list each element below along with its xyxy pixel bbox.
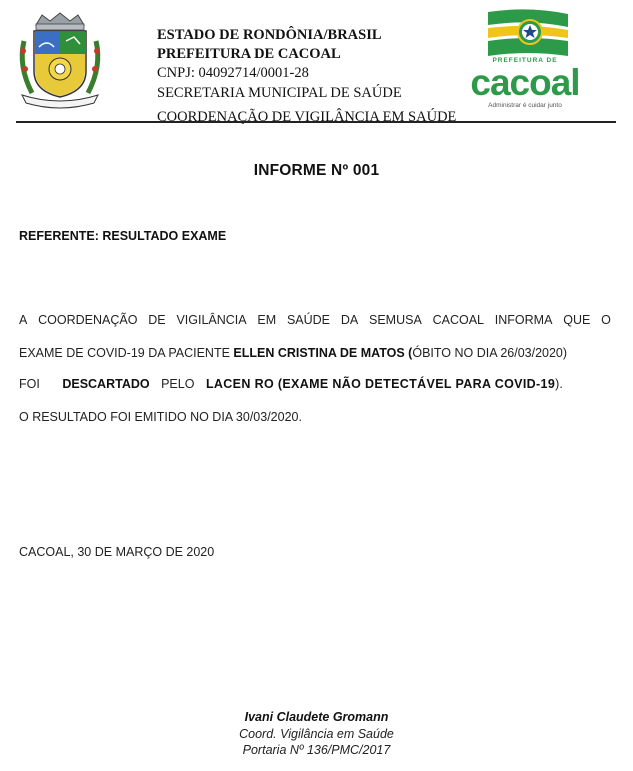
prefecture-line: PREFEITURA DE CACOAL (157, 46, 341, 62)
letterhead-text (157, 26, 456, 127)
body-text: ÓBITO NO DIA 26/03/2020) (412, 346, 568, 360)
patient-name: ELLEN CRISTINA DE MATOS ( (233, 346, 413, 360)
body-word: DA (340, 313, 359, 327)
body-line-2 (19, 346, 611, 364)
body-word: EM (257, 313, 277, 327)
logo-tagline: Administrar é cuidar junto (488, 102, 562, 109)
body-line-4: O RESULTADO FOI EMITIDO NO DIA 30/03/2020. (19, 410, 302, 424)
signatory-portaria: Portaria Nº 136/PMC/2017 (242, 743, 391, 757)
body-word: VIGILÂNCIA (176, 313, 247, 327)
secretariat-line: SECRETARIA MUNICIPAL DE SAÚDE (157, 85, 402, 101)
body-line-3 (19, 377, 611, 395)
state-line: ESTADO DE RONDÔNIA/BRASIL (157, 27, 382, 43)
document-title: INFORME Nº 001 (253, 162, 380, 179)
cnpj-line: CNPJ: 04092714/0001-28 (157, 65, 309, 81)
lab-result: LACEN RO (EXAME NÃO DETECTÁVEL PARA COVID-19 (205, 377, 556, 391)
cacoal-logo-text (464, 57, 586, 109)
reference-line: REFERENTE: RESULTADO EXAME (19, 229, 227, 243)
body-word: COORDENAÇÃO (38, 313, 138, 327)
body-word: A (19, 313, 28, 327)
body-word: SEMUSA (369, 313, 422, 327)
logo-name: cacoal (470, 62, 580, 103)
body-word: SAÚDE (286, 313, 331, 327)
body-text: PELO (161, 377, 195, 391)
body-line-1 (19, 313, 611, 331)
body-word: INFORMA (494, 313, 553, 327)
body-word: O (601, 313, 611, 327)
logo-prefix: PREFEITURA DE (492, 57, 558, 64)
coordination-line: COORDENAÇÃO DE VIGILÂNCIA EM SAÚDE (157, 109, 457, 125)
municipal-coat-of-arms (14, 11, 106, 114)
body-word: DE (148, 313, 166, 327)
signatory-role: Coord. Vigilância em Saúde (239, 727, 394, 741)
body-word: CACOAL (432, 313, 484, 327)
header-divider (16, 121, 616, 123)
body-word: QUE (563, 313, 591, 327)
body-text: EXAME DE COVID-19 DA PACIENTE (19, 346, 234, 360)
body-text: ). (555, 377, 563, 391)
place-date: CACOAL, 30 DE MARÇO DE 2020 (19, 545, 215, 559)
body-text: FOI (19, 377, 40, 391)
result-status: DESCARTADO (62, 377, 150, 391)
signatory-name: Ivani Claudete Gromann (244, 710, 389, 724)
